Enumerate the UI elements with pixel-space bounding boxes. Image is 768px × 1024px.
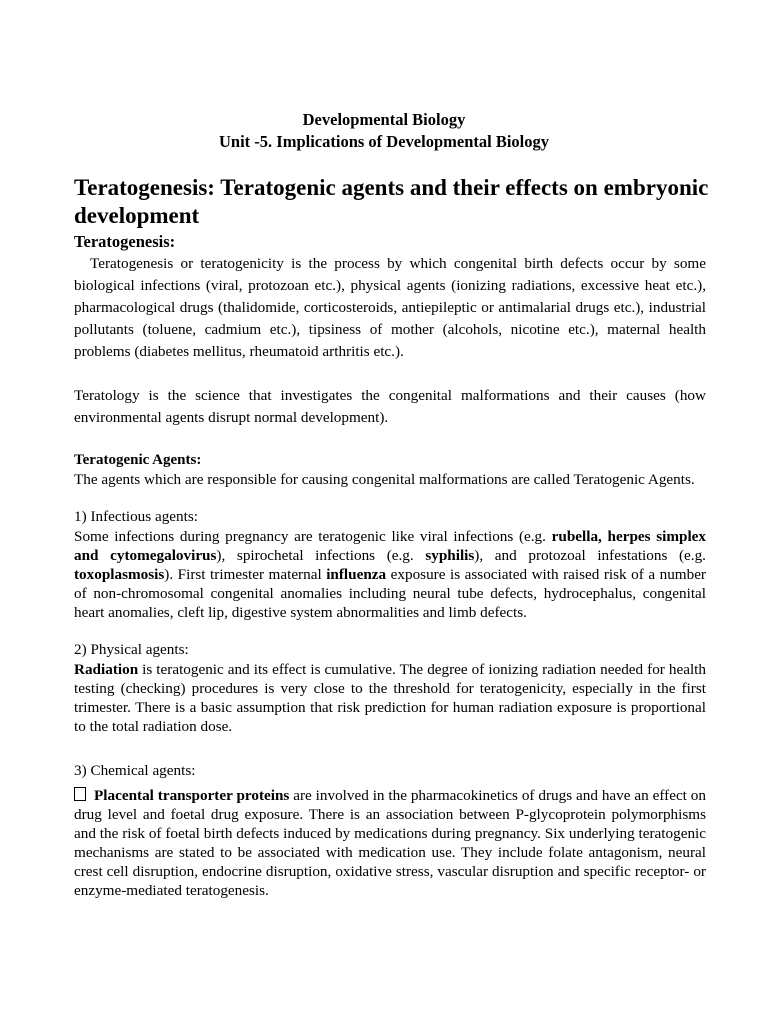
section-heading-agents: Teratogenic Agents: [74,452,202,468]
teratogenesis-paragraph [74,253,706,363]
infectious-term-toxoplasmosis: toxoplasmosis [74,566,165,583]
physical-paragraph: Radiation is teratogenic and its effect is cumulative. The degree of ionizing radiation needed for health testing (checking) procedures is very close to the threshold for teratogenicity, especially in the first trimester. There is a basic assumption that risk prediction for human radiation exposure is proportional to the total radiation dose. [74,661,706,735]
teratogenesis-text: Teratogenesis or teratogenicity is the process by which congenital birth defects occur by some biological infections (viral, protozoan etc.), physical agents (ionizing radiations, excessive heat etc.), pharmacological drugs (thalidomide, corticosteroids, antiepileptic or antimalarial drugs etc.), industrial pollutants (toluene, cadmium etc.), tipsiness of mother (alcohols, nicotine etc.), maternal health problems (diabetes mellitus, rheumatoid arthritis etc.). [74,255,706,360]
infectious-term-influenza: influenza [326,566,387,583]
infectious-term-syphilis: syphilis [425,547,475,564]
chemical-paragraph: Placental transporter proteins are involved in the pharmacokinetics of drugs and have an effect on drug level and foetal drug exposure. There is an association between P-glycoprotein polymorphisms and the risk of foetal birth defects induced by medications during pregnancy. Six underlying teratogenic mechanisms are stated to be associated with medication use. They include folate antagonism, neural crest cell disruption, endocrine disruption, oxidative stress, vascular disruption and specific receptor- or enzyme-mediated teratogenesis. [74,787,706,899]
chemical-label: 3) Chemical agents: [74,762,196,779]
section-heading-teratogenesis: Teratogenesis: [74,232,176,251]
infectious-label: 1) Infectious agents: [74,508,198,525]
chemical-term-transporter: Placental transporter proteins [94,787,290,804]
teratology-paragraph: Teratology is the science that investigates the congenital malformations and their causes (how environmental agents disrupt normal development). [74,387,706,426]
physical-term-radiation: Radiation [74,661,139,678]
infectious-term-viral: rubella, herpes simplex and cytomegalovirus [74,528,707,564]
bullet-box-icon [74,787,86,801]
course-title: Developmental Biology [302,110,466,129]
page-title: Teratogenesis: Teratogenic agents and their effects on embryonic development [74,175,709,228]
unit-title: Unit -5. Implications of Developmental Biology [219,132,549,151]
physical-label: 2) Physical agents: [74,641,189,658]
infectious-paragraph: Some infections during pregnancy are teratogenic like viral infections (e.g. rubella, herpes simplex and cytomegalovirus), spirochetal infections (e.g. syphilis), and protozoal infestations (e.g. toxoplasmosis). First trimester maternal influenza exposure is associated with raised risk of a number of non-chromosomal congenital anomalies including neural tube defects, hydrocephalus, congenital heart anomalies, cleft lip, digestive system abnormalities and limb defects. [74,528,707,621]
agents-intro-text: The agents which are responsible for causing congenital malformations are called Teratogenic Agents. [74,471,695,488]
agents-intro [74,470,706,489]
